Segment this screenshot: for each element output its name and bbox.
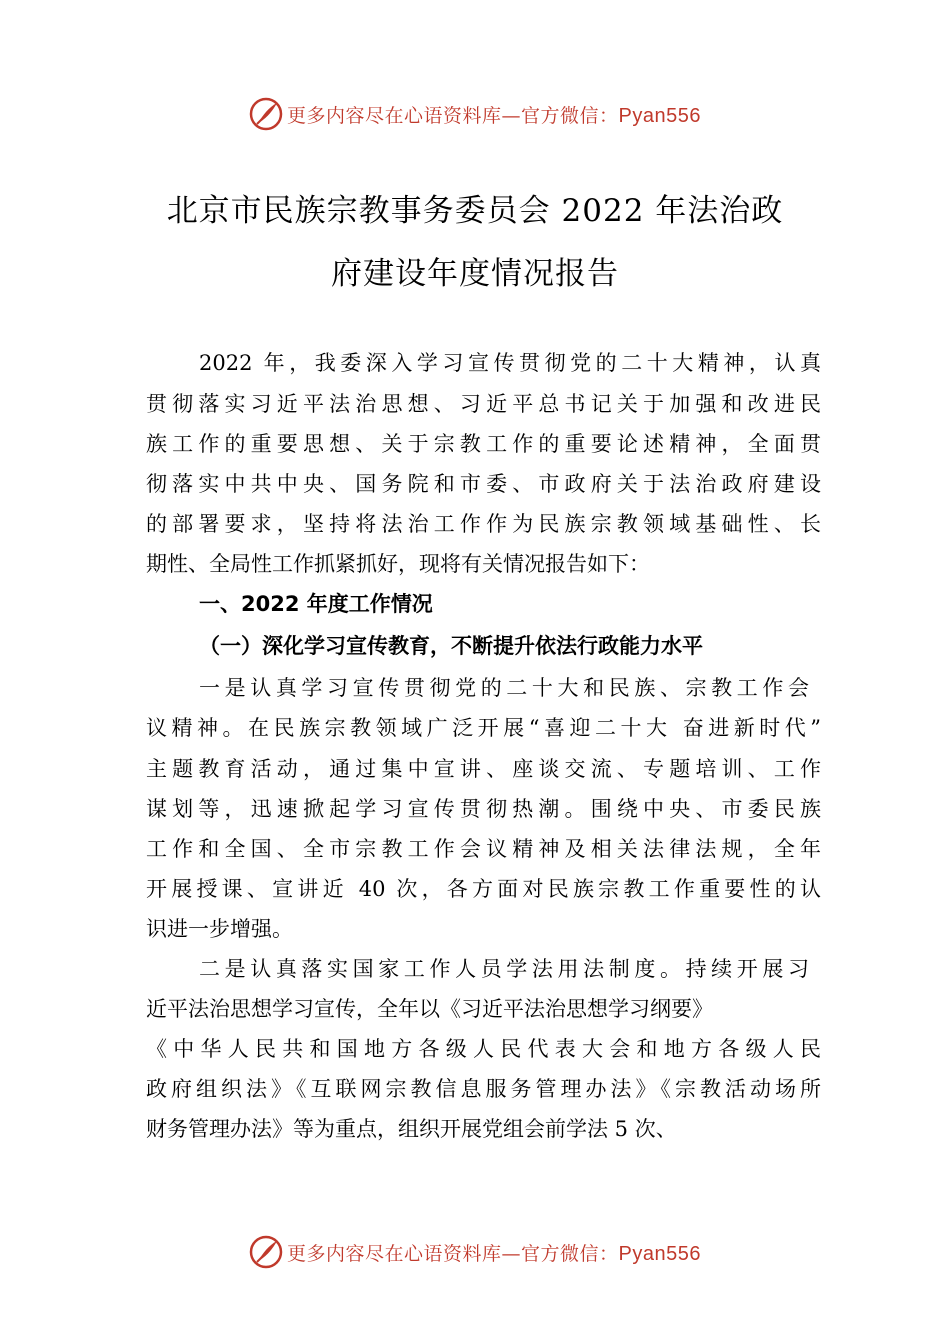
paragraph-line: 政府组织法》《互联网宗教信息服务管理办法》《宗教活动场所 [146, 1077, 821, 1101]
paragraph-line: 族工作的重要思想、关于宗教工作的重要论述精神，全面贯 [146, 432, 821, 456]
paragraph-line: 开展授课、宣讲近 40 次，各方面对民族宗教工作重要性的认 [146, 877, 821, 901]
watermark-account: Pyan556 [618, 104, 701, 127]
paragraph-line: 2022 年，我委深入学习宣传贯彻党的二十大精神，认真 [199, 351, 821, 375]
paragraph-line: 期性、全局性工作抓紧抓好，现将有关情况报告如下： [146, 552, 650, 576]
paragraph-line: 识进一步增强。 [146, 917, 293, 941]
quill-logo-icon [249, 97, 283, 131]
watermark-text: 更多内容尽在心语资料库—官方微信：Pyan556 [287, 104, 701, 127]
paragraph-line: 《中华人民共和国地方各级人民代表大会和地方各级人民 [146, 1037, 821, 1061]
paragraph-line: 谋划等，迅速掀起学习宣传贯彻热潮。围绕中央、市委民族 [146, 797, 821, 821]
paragraph-line: 议精神。在民族宗教领域广泛开展“喜迎二十大 奋进新时代” [146, 716, 821, 740]
paragraph-line: 贯彻落实习近平法治思想、习近平总书记关于加强和改进民 [146, 392, 821, 416]
watermark-footer [0, 1232, 950, 1272]
section-heading: 一、2022 年度工作情况 [199, 592, 433, 616]
paragraph-line: 财务管理办法》等为重点，组织开展党组会前学法 5 次、 [146, 1117, 677, 1141]
paragraph-line: 的部署要求，坚持将法治工作作为民族宗教领域基础性、长 [146, 512, 821, 536]
paragraph-line: 工作和全国、全市宗教工作会议精神及相关法律法规，全年 [146, 837, 821, 861]
watermark-text: 更多内容尽在心语资料库—官方微信：Pyan556 [287, 1242, 701, 1265]
paragraph-line: 主题教育活动，通过集中宣讲、座谈交流、专题培训、工作 [146, 757, 821, 781]
subsection-heading: （一）深化学习宣传教育，不断提升依法行政能力水平 [199, 633, 703, 658]
paragraph-line: 一是认真学习宣传贯彻党的二十大和民族、宗教工作会 [199, 676, 809, 700]
paragraph-line: 彻落实中共中央、国务院和市委、市政府关于法治政府建设 [146, 472, 821, 496]
document-title-line-2: 府建设年度情况报告 [331, 256, 619, 292]
watermark-header [0, 94, 950, 134]
paragraph-line: 二是认真落实国家工作人员学法用法制度。持续开展习 [199, 957, 809, 981]
paragraph-line: 近平法治思想学习宣传，全年以《习近平法治思想学习纲要》 [146, 997, 713, 1021]
watermark-account: Pyan556 [618, 1242, 701, 1265]
document-title-line-1: 北京市民族宗教事务委员会 2022 年法治政 [166, 193, 784, 229]
quill-logo-icon [249, 1235, 283, 1269]
